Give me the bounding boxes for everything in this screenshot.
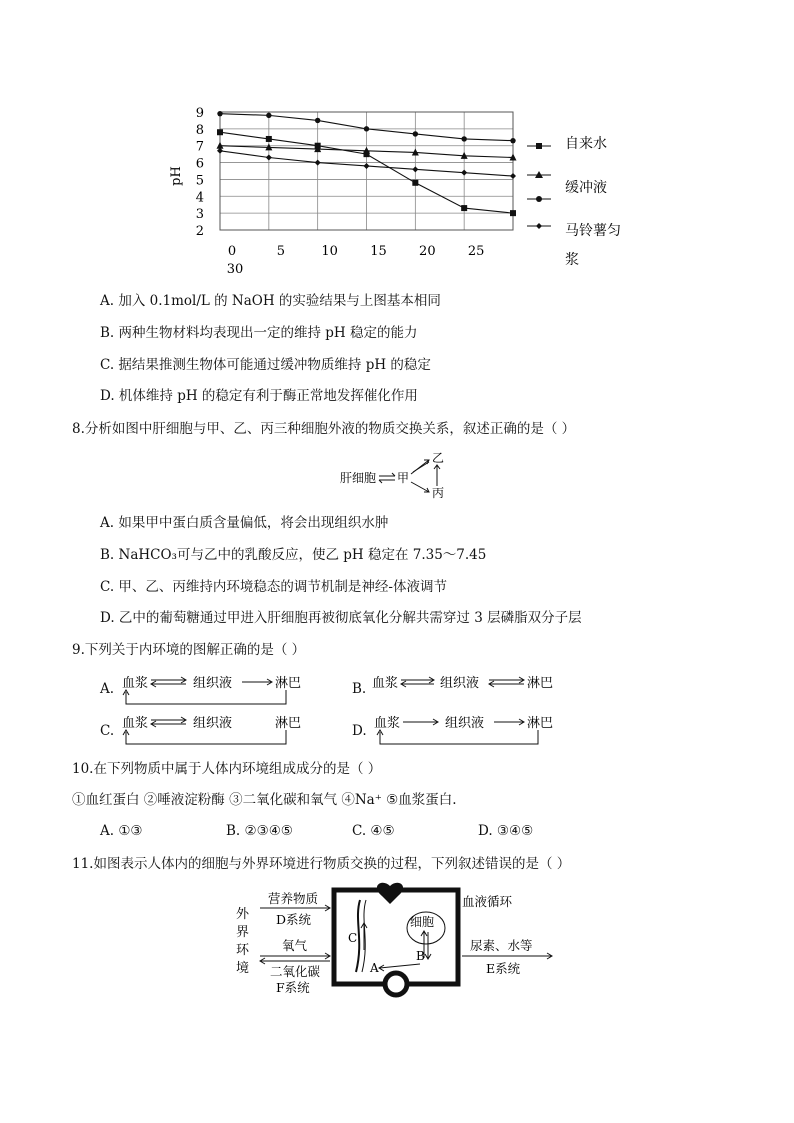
- circulation-label: 血液循环: [462, 894, 513, 909]
- plasma-label: 血浆: [122, 676, 149, 691]
- y-tick-label: 5: [195, 173, 204, 189]
- q8-liver-cell: 肝细胞: [340, 471, 377, 485]
- data-point-dot: [510, 138, 515, 143]
- x-tick-label: 0: [227, 244, 237, 259]
- y-tick-labels: [196, 106, 204, 239]
- co2-label: 二氧化碳: [270, 964, 321, 979]
- data-point-square: [412, 180, 418, 186]
- q9-diagram-b: [370, 670, 560, 710]
- legend-dot-marker: [536, 196, 542, 202]
- tissue-fluid-label: 组织液: [193, 716, 233, 731]
- tissue-fluid-label: 组织液: [445, 716, 485, 731]
- data-point-square: [461, 205, 467, 211]
- x-tick-labels: [228, 244, 485, 259]
- q7-option-b: B. 两种生物材料均表现出一定的维持 pH 稳定的能力: [100, 325, 418, 341]
- q9-diagram-d: [370, 710, 560, 750]
- data-point-dot: [413, 131, 418, 136]
- y-tick-label: 9: [195, 106, 204, 121]
- q8-option-c: C. 甲、乙、丙维持内环境稳态的调节机制是神经-体液调节: [100, 579, 447, 595]
- legend: [527, 135, 621, 268]
- x-tick-label: 20: [419, 244, 436, 259]
- data-point-dot: [217, 111, 222, 116]
- label-b: B: [416, 949, 425, 963]
- y-tick-label: 3: [195, 207, 204, 223]
- legend-label-potato: 马铃薯匀: [565, 223, 621, 239]
- q8-jia: 甲: [397, 471, 410, 485]
- q7-option-c: C. 据结果推测生物体可能通过缓冲物质维持 pH 的稳定: [100, 357, 431, 373]
- y-tick-label: 7: [195, 139, 204, 155]
- q7-option-a: A. 加入 0.1mol/L 的 NaOH 的实验结果与上图基本相同: [100, 293, 441, 309]
- lymph-label: 淋巴: [275, 676, 302, 691]
- data-point-diamond: [315, 160, 321, 166]
- nutrients-label: 营养物质: [268, 891, 319, 906]
- q8-option-a: A. 如果甲中蛋白质含量偏低，将会出现组织水肿: [100, 515, 389, 531]
- data-point-diamond: [412, 166, 418, 172]
- tissue-fluid-label: 组织液: [440, 676, 480, 691]
- cell-label: 细胞: [410, 915, 435, 929]
- outside-char-3: 环: [236, 943, 250, 958]
- x-tick-label: 10: [321, 244, 338, 259]
- q11-stem: 11.如图表示人体内的细胞与外界环境进行物质交换的过程，下列叙述错误的是（ ）: [72, 856, 571, 872]
- outside-char-2: 界: [236, 925, 250, 940]
- q9-stem: 9.下列关于内环境的图解正确的是（ ）: [72, 642, 306, 658]
- x-tick-label: 15: [370, 244, 387, 259]
- lymph-label: 淋巴: [527, 716, 554, 731]
- lymph-label: 淋巴: [527, 676, 554, 691]
- label-a: A: [370, 961, 379, 975]
- y-tick-label: 6: [195, 156, 204, 172]
- q8-option-b: B. NaHCO₃可与乙中的乳酸反应，使乙 pH 稳定在 7.35～7.45: [100, 547, 487, 563]
- data-point-diamond: [461, 170, 467, 176]
- data-point-dot: [364, 126, 369, 131]
- q10-option-d: D. ③④⑤: [478, 823, 534, 839]
- legend-diamond-marker: [536, 223, 542, 229]
- oxygen-label: 氧气: [282, 938, 308, 953]
- q7-option-d: D. 机体维持 pH 的稳定有利于酶正常地发挥催化作用: [100, 388, 418, 404]
- label-c: C: [348, 931, 358, 945]
- data-point-dot: [266, 113, 271, 118]
- y-tick-label: 2: [195, 224, 204, 239]
- plasma-label: 血浆: [122, 716, 149, 731]
- data-point-square: [266, 136, 272, 142]
- plasma-label: 血浆: [374, 716, 401, 731]
- x-tick-label: 5: [276, 244, 285, 259]
- lymph-label: 淋巴: [275, 716, 302, 731]
- q9-diagram-a: [118, 670, 308, 710]
- x-extra-tick-label: 30: [226, 262, 244, 277]
- data-point-diamond: [364, 163, 370, 169]
- data-point-diamond: [510, 173, 516, 179]
- x-tick-label: 25: [467, 244, 485, 259]
- outside-char-1: 外: [236, 907, 250, 922]
- q10-option-b: B. ②③④⑤: [226, 823, 293, 839]
- q8-bing: 丙: [432, 486, 445, 500]
- ph-line-chart: [165, 100, 640, 280]
- q8-diagram: [335, 450, 465, 500]
- plasma-label: 血浆: [372, 676, 399, 691]
- heart-icon: [377, 883, 403, 904]
- legend-square-marker: [536, 143, 542, 149]
- e-system-label: E系统: [486, 961, 521, 976]
- q10-option-c: C. ④⑤: [352, 823, 395, 839]
- q11-exchange-diagram: [230, 880, 560, 1005]
- legend-label-buffer: 缓冲液: [565, 180, 607, 196]
- q9-option-a-label: A.: [100, 681, 115, 697]
- q9-option-d-label: D.: [352, 723, 367, 739]
- outside-char-4: 境: [236, 961, 250, 976]
- q8-option-d: D. 乙中的葡萄糖通过甲进入肝细胞再被彻底氧化分解共需穿过 3 层磷脂双分子层: [100, 610, 582, 626]
- legend-label-tap-water: 自来水: [565, 136, 607, 152]
- data-point-dot: [315, 118, 320, 123]
- q8-yi: 乙: [432, 451, 445, 465]
- y-axis-label: pH: [169, 166, 184, 186]
- data-point-dot: [461, 136, 466, 141]
- d-system-label: D系统: [276, 912, 312, 927]
- data-point-square: [217, 129, 223, 135]
- q8-stem: 8.分析如图中肝细胞与甲、乙、丙三种细胞外液的物质交换关系，叙述正确的是（ ）: [72, 421, 576, 437]
- urea-label: 尿素、水等: [470, 938, 533, 953]
- data-point-square: [510, 210, 516, 216]
- q10-stem: 10.在下列物质中属于人体内环境组成成分的是（ ）: [72, 761, 382, 777]
- tissue-fluid-label: 组织液: [193, 676, 233, 691]
- y-tick-label: 8: [195, 122, 204, 138]
- f-system-label: F系统: [276, 980, 310, 995]
- data-point-diamond: [266, 155, 272, 161]
- q9-diagram-c: [118, 710, 308, 750]
- q10-items: ①血红蛋白 ②唾液淀粉酶 ③二氧化碳和氧气 ④Na⁺ ⑤血浆蛋白.: [72, 792, 457, 808]
- data-point-triangle: [217, 142, 224, 149]
- q10-option-a: A. ①③: [100, 823, 143, 839]
- legend-label-potato-cont: 浆: [565, 252, 579, 268]
- q9-option-c-label: C.: [100, 723, 115, 739]
- ring-icon: [385, 973, 407, 995]
- q9-option-b-label: B.: [352, 681, 367, 697]
- y-tick-label: 4: [195, 190, 204, 206]
